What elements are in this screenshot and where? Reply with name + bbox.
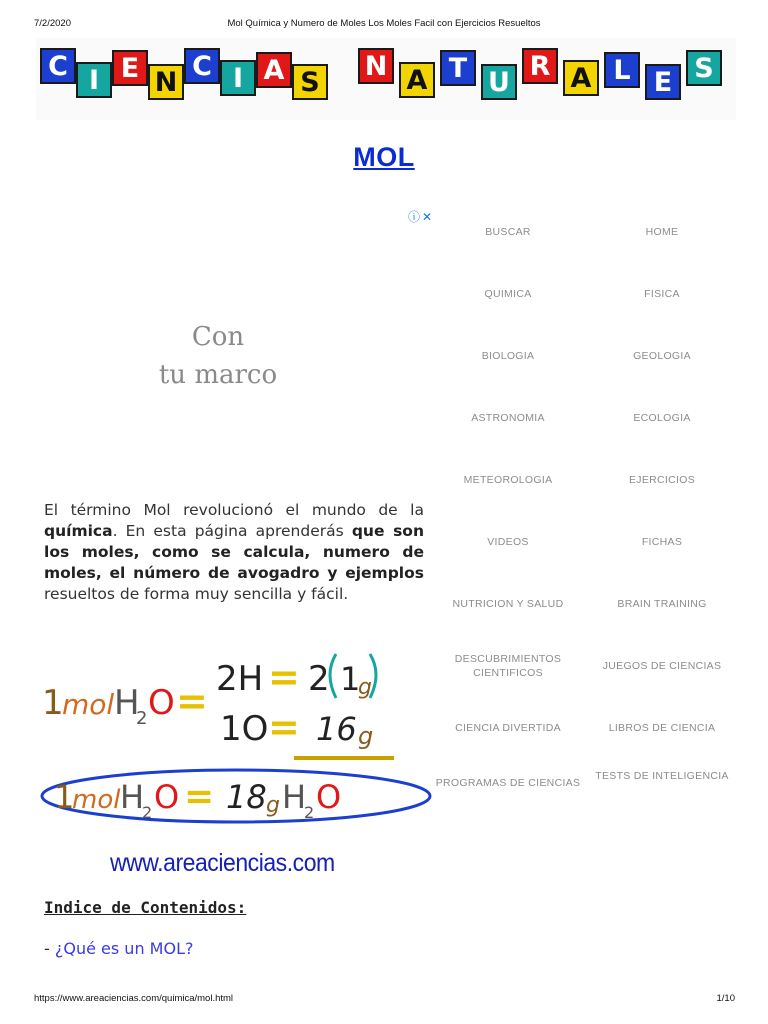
formula-result-eq: = <box>184 776 215 817</box>
intro-bold-2: que son los moles, como se calcula, numero de moles, el número de avogadro y ejemplos <box>44 522 424 582</box>
banner-letter-tile: S <box>686 50 722 86</box>
print-title: Mol Química y Numero de Moles Los Moles Facil con Ejercicios Resueltos <box>227 18 541 29</box>
nav-item-biologia[interactable]: BIOLOGIA <box>481 350 535 362</box>
formula-result-g: g <box>266 793 280 818</box>
banner-letter-tile: C <box>40 48 76 84</box>
intro-text-1: El término Mol revolucionó el mundo de la <box>44 501 424 519</box>
banner-letter-tile: T <box>440 50 476 86</box>
banner-letter-tile: I <box>76 62 112 98</box>
ad-line-2: tu marco <box>158 360 278 390</box>
nav-item-buscar[interactable]: BUSCAR <box>485 226 531 238</box>
formula-result-sub2: 2 <box>304 803 315 822</box>
formula-result-o: O <box>154 778 180 816</box>
toc-item-que-es-mol[interactable] <box>44 939 193 958</box>
print-date: 7/2/2020 <box>34 18 71 29</box>
print-footer <box>0 993 768 1007</box>
formula-result-unit: mol <box>72 785 121 815</box>
banner-letter-tile: A <box>563 60 599 96</box>
banner-letter-tile: L <box>604 52 640 88</box>
formula-left-eq: = <box>176 679 208 723</box>
nav-item-astronomia[interactable]: ASTRONOMIA <box>471 412 545 424</box>
banner-word-naturales <box>358 48 728 110</box>
print-url: https://www.areaciencias.com/quimica/mol.html <box>34 993 234 1004</box>
formula-left-coef: 1 <box>42 683 64 723</box>
banner-letter-tile: E <box>645 64 681 100</box>
banner-letter-tile: I <box>220 60 256 96</box>
advertisement[interactable] <box>40 206 436 476</box>
nav-item-descubrimientos-cientificos[interactable]: DESCUBRIMIENTOS CIENTIFICOS <box>454 653 562 679</box>
nav-item-fichas[interactable]: FICHAS <box>641 536 683 548</box>
formula-result-val: 18 <box>226 778 267 816</box>
nav-item-quimica[interactable]: QUIMICA <box>484 288 532 300</box>
intro-text-3: resueltos de forma muy sencilla y fácil. <box>44 585 349 603</box>
formula-line1-val: 1 <box>340 660 361 698</box>
banner-letter-tile: N <box>148 64 184 100</box>
formula-result-h2: H <box>282 778 307 816</box>
toc-heading: Indice de Contenidos: <box>44 898 247 917</box>
banner-letter-tile: U <box>481 64 517 100</box>
formula-result-coef: 1 <box>54 778 75 816</box>
intro-paragraph <box>44 500 424 605</box>
formula-result-h: H <box>120 778 145 816</box>
ad-close-icon[interactable]: ⓘ✕ <box>407 210 434 224</box>
nav-item-juegos-de-ciencias[interactable]: JUEGOS DE CIENCIAS <box>602 660 722 672</box>
formula-line2-eq: = <box>268 705 300 749</box>
nav-item-nutricion-y-salud[interactable]: NUTRICION Y SALUD <box>452 598 564 610</box>
nav-item-tests-de-inteligencia[interactable]: TESTS DE INTELIGENCIA <box>595 770 729 782</box>
toc-bullet: - <box>44 939 50 958</box>
formula-result-o2: O <box>316 778 342 816</box>
nav-item-fisica[interactable]: FISICA <box>644 288 680 300</box>
formula-line1-lhs: 2H <box>216 659 264 699</box>
formula-left-h: H <box>114 683 140 723</box>
banner-letter-tile: R <box>522 48 558 84</box>
nav-item-brain-training[interactable]: BRAIN TRAINING <box>617 598 707 610</box>
banner-letter-tile: A <box>256 52 292 88</box>
mol-water-formula-image <box>36 632 436 832</box>
banner-letter-tile: E <box>112 50 148 86</box>
formula-line1-unit: g <box>358 675 372 700</box>
banner-word-ciencias <box>40 48 328 110</box>
formula-left-sub: 2 <box>136 708 148 729</box>
formula-line2-rhs: 16 <box>316 710 357 748</box>
formula-paren-left <box>330 654 336 698</box>
banner-letter-tile: C <box>184 48 220 84</box>
banner-letter-tile: S <box>292 64 328 100</box>
nav-item-home[interactable]: HOME <box>645 226 679 238</box>
formula-left-o: O <box>148 683 175 723</box>
print-header <box>0 18 768 32</box>
formula-line2-lhs: 1O <box>220 709 269 749</box>
nav-item-ciencia-divertida[interactable]: CIENCIA DIVERTIDA <box>455 722 561 734</box>
nav-item-programas-de-ciencias[interactable]: PROGRAMAS DE CIENCIAS <box>435 777 581 789</box>
nav-item-libros-de-ciencia[interactable]: LIBROS DE CIENCIA <box>608 722 716 734</box>
intro-text-2: . En esta página aprenderás <box>112 522 352 540</box>
nav-item-meteorologia[interactable]: METEOROLOGIA <box>463 474 553 486</box>
page-title-link[interactable]: MOL <box>353 142 415 172</box>
formula-line1-rhs: 2 <box>308 659 330 699</box>
ad-line-1: Con <box>191 322 245 352</box>
nav-item-geologia[interactable]: GEOLOGIA <box>633 350 691 362</box>
intro-bold-1: química <box>44 522 113 540</box>
nav-item-ejercicios[interactable]: EJERCICIOS <box>628 474 695 486</box>
site-url-watermark: www.areaciencias.com <box>110 849 335 877</box>
ad-text <box>40 318 396 394</box>
nav-item-ecologia[interactable]: ECOLOGIA <box>633 412 691 424</box>
formula-result-sub: 2 <box>142 803 153 822</box>
formula-line2-unit: g <box>358 722 374 750</box>
formula-line1-eq: = <box>268 655 300 699</box>
formula-left-unit: mol <box>62 688 115 721</box>
print-page-number: 1/10 <box>716 993 735 1004</box>
toc-link[interactable]: ¿Qué es un MOL? <box>54 939 194 958</box>
banner-letter-tile: N <box>358 48 394 84</box>
site-banner-logo[interactable] <box>36 38 736 120</box>
banner-letter-tile: A <box>399 62 435 98</box>
nav-item-videos[interactable]: VIDEOS <box>487 536 529 548</box>
